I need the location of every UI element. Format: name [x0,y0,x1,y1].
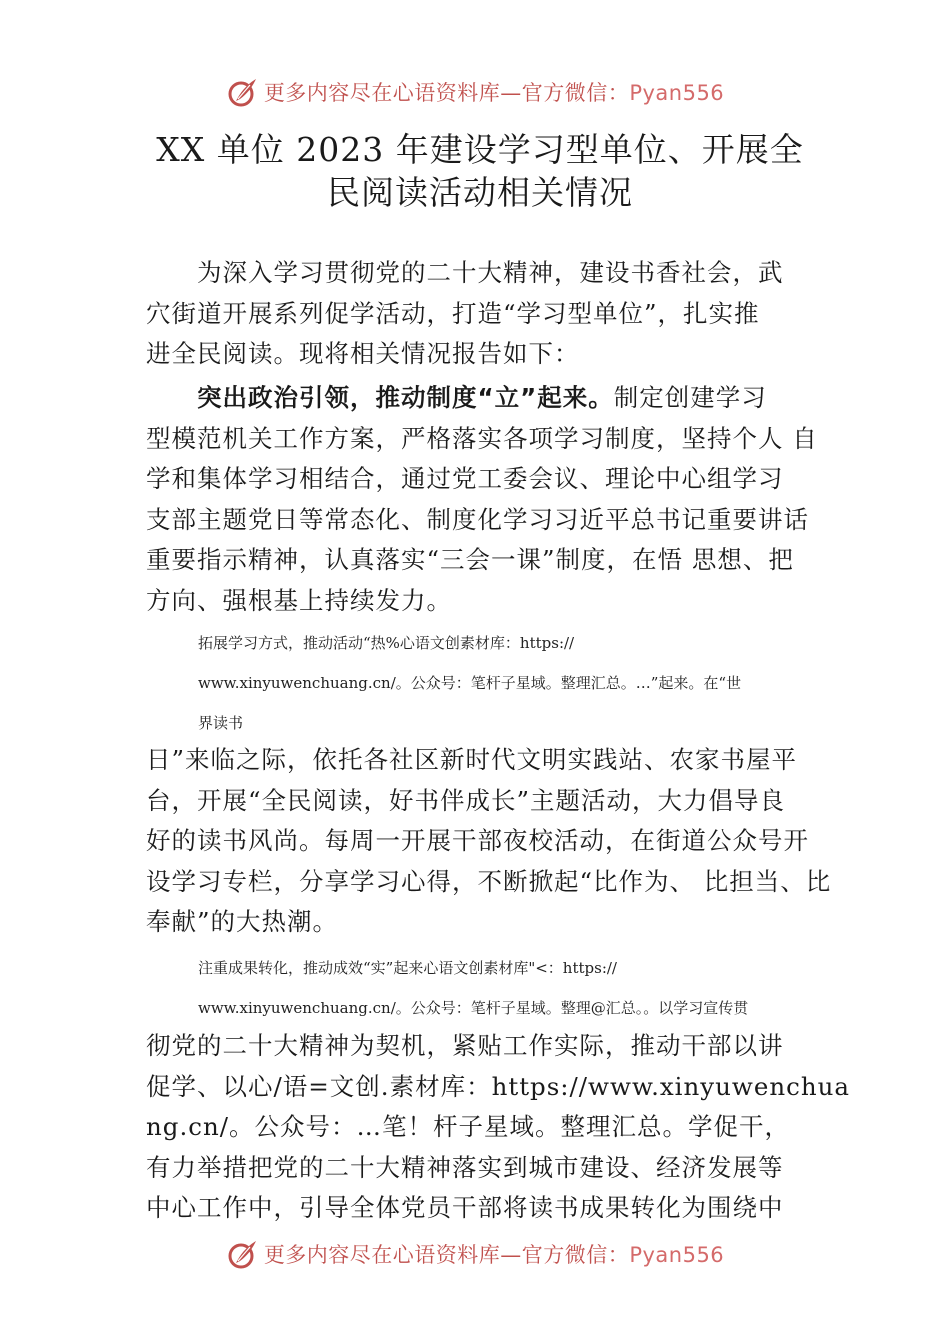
small-line: 注重成果转化，推动成效“实”起来心语文创素材库"<：https:// [198,959,617,977]
text-line: 为深入学习贯彻党的二十大精神，建设书香社会，武 [146,258,784,287]
wechat-id: Pyan556 [629,81,725,105]
section-3-paragraph [146,1026,851,1229]
title-line-1: XX 单位 2023 年建设学习型单位、开展全 [156,130,804,169]
text-line: 方向、强根基上持续发力。 [146,585,452,615]
small-line: 拓展学习方式，推动活动“热%心语文创素材库：https:// [198,634,575,652]
small-line: 界读书 [198,714,244,732]
document-title [140,128,820,214]
feather-logo-icon [226,1237,260,1271]
text-line: 穴街道开展系列促学活动，打造“学习型单位”，扎实推 [146,298,760,328]
text-line: 重要指示精神，认真落实“三会一课”制度，在悟 思想、把 [146,545,794,574]
small-line: www.xinyuwenchuang.cn/。公众号：笔杆子星域。整理@汇总。。以学习宣传贯 [198,999,749,1017]
text-line: 奉献”的大热潮。 [146,907,339,936]
text-line: 台，开展“全民阅读，好书伴成长”主题活动，大力倡导良 [146,785,786,815]
footer-banner [0,1232,950,1276]
wechat-id: Pyan556 [629,1243,725,1267]
text-line: 日”来临之际，依托各社区新时代文明实践站、农家书屋平 [146,745,798,774]
text-line: 彻党的二十大精神为契机，紧贴工作实际，推动干部以讲 [146,1031,784,1060]
section-2-paragraph [146,740,832,943]
banner-text: 更多内容尽在心语资料库—官方微信：Pyan556 [263,81,725,105]
small-note-1 [198,623,838,743]
text-line: 好的读书风尚。每周一开展干部夜校活动，在街道公众号开 [146,826,809,855]
text-line: 学和集体学习相结合，通过党工委会议、理论中心组学习 [146,464,784,493]
section-1-paragraph [146,378,826,621]
section-1-first-rest: 制定创建学习 [613,383,767,412]
text-line: 中心工作中，引导全体党员干部将读书成果转化为围绕中 [146,1193,784,1222]
header-banner [0,70,950,114]
small-line: www.xinyuwenchuang.cn/。公众号：笔杆子星域。整理汇总。…”起来。在“世 [198,674,742,692]
title-line-2: 民阅读活动相关情况 [327,173,633,212]
intro-paragraph [146,253,826,375]
banner-text: 更多内容尽在心语资料库—官方微信：Pyan556 [263,1243,725,1267]
text-line: 促学、以心/语=文创.素材库：https://www.xinyuwenchua [146,1071,851,1101]
text-line: 设学习专栏，分享学习心得，不断掀起“比作为、 比担当、比 [146,866,832,896]
text-line: 有力举措把党的二十大精神落实到城市建设、经济发展等 [146,1152,784,1182]
feather-logo-icon [226,75,260,109]
section-1-heading: 突出政治引领，推动制度“立”起来。 [197,383,614,412]
text-line: 型模范机关工作方案，严格落实各项学习制度，坚持个人 自 [146,423,818,453]
small-note-2 [198,948,838,1028]
text-line: ng.cn/。公众号：…笔！杆子星域。整理汇总。学促干， [146,1112,791,1141]
text-line: 进全民阅读。现将相关情况报告如下： [146,339,580,368]
text-line: 支部主题党日等常态化、制度化学习习近平总书记重要讲话 [146,504,809,534]
text-line [146,378,826,419]
